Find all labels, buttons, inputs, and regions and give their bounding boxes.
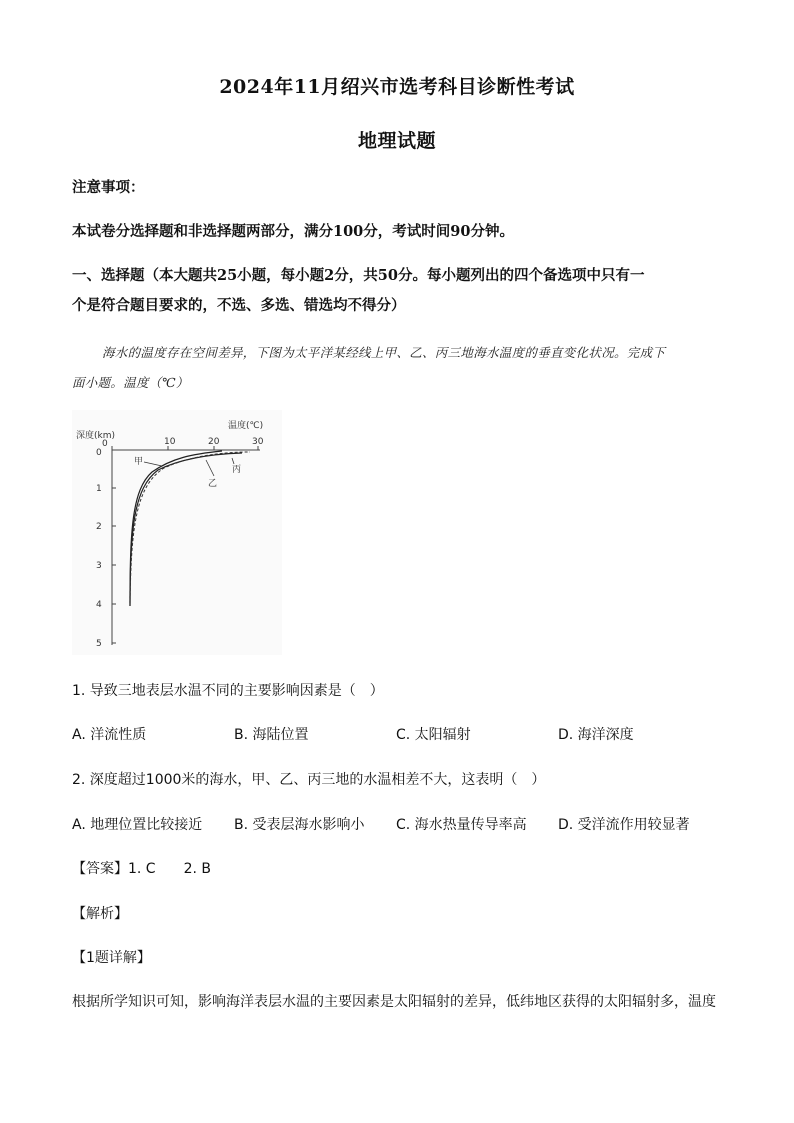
question-2-option-a: A. 地理位置比较接近 bbox=[72, 817, 203, 833]
y-tick-label: 4 bbox=[96, 600, 102, 610]
temperature-depth-chart bbox=[72, 410, 282, 655]
notice-heading: 注意事项： bbox=[72, 179, 145, 196]
detail-text: 根据所学知识可知，影响海洋表层水温的主要因素是太阳辐射的差异，低纬地区获得的太阳辐射多，温度 bbox=[72, 994, 716, 1010]
y-tick-label: 2 bbox=[96, 522, 102, 532]
question-2-option-d: D. 受洋流作用较显著 bbox=[558, 817, 690, 833]
question-1-option-a: A. 洋流性质 bbox=[72, 727, 147, 743]
x-tick-label: 10 bbox=[164, 437, 176, 447]
detail-label: 【1题详解】 bbox=[72, 950, 151, 966]
question-2-stem: 2. 深度超过1000米的海水，甲、乙、丙三地的水温相差不大，这表明（ ） bbox=[72, 772, 546, 788]
question-1-option-c: C. 太阳辐射 bbox=[396, 727, 471, 743]
answer-label: 【答案】 bbox=[72, 861, 128, 877]
question-1-option-b: B. 海陆位置 bbox=[234, 727, 309, 743]
y-tick-label: 3 bbox=[96, 561, 102, 571]
intro-line1: 海水的温度存在空间差异，下图为太平洋某经线上甲、乙、丙三地海水温度的垂直变化状况。完成下 bbox=[102, 345, 666, 360]
question-1-stem: 1. 导致三地表层水温不同的主要影响因素是（ ） bbox=[72, 683, 384, 699]
x-axis-label: 温度(℃) bbox=[228, 421, 264, 431]
y-tick-label: 5 bbox=[96, 639, 102, 649]
notice-text: 本试卷分选择题和非选择题两部分，满分100分，考试时间90分钟。 bbox=[72, 223, 514, 240]
analysis-label: 【解析】 bbox=[72, 906, 128, 922]
answer-text: 1. C 2. B bbox=[128, 861, 211, 877]
curve-label-yi: 乙 bbox=[208, 479, 218, 489]
exam-subtitle: 地理试题 bbox=[357, 130, 436, 152]
y-tick-label: 0 bbox=[96, 448, 102, 458]
intro-line2: 面小题。温度（℃） bbox=[72, 375, 189, 390]
answer-line bbox=[72, 858, 211, 878]
x-tick-label: 0 bbox=[102, 439, 108, 449]
exam-title: 2024年11月绍兴市选考科目诊断性考试 bbox=[219, 76, 575, 98]
ocean-temperature-figure bbox=[72, 410, 282, 655]
x-tick-label: 30 bbox=[252, 437, 264, 447]
x-tick-label: 20 bbox=[208, 437, 220, 447]
curve-label-jia: 甲 bbox=[134, 457, 144, 467]
y-tick-label: 1 bbox=[96, 484, 102, 494]
question-1-option-d: D. 海洋深度 bbox=[558, 727, 634, 743]
question-2-option-c: C. 海水热量传导率高 bbox=[396, 817, 527, 833]
question-2-option-b: B. 受表层海水影响小 bbox=[234, 817, 365, 833]
section-heading-line2: 个是符合题目要求的，不选、多选、错选均不得分） bbox=[72, 297, 406, 314]
section-heading-line1: 一、选择题（本大题共25小题，每小题2分，共50分。每小题列出的四个备选项中只有一 bbox=[72, 267, 645, 284]
y-axis-label: 深度(km) bbox=[76, 431, 116, 441]
curve-label-bing: 丙 bbox=[232, 465, 242, 475]
